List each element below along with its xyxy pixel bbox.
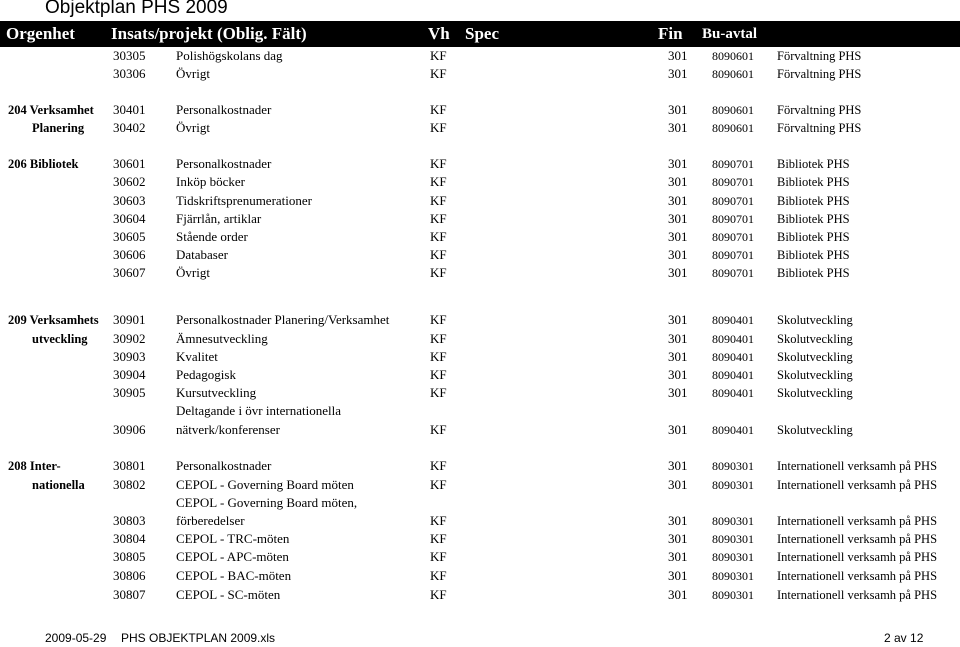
row-bu: Internationell verksamh på PHS [777, 478, 938, 492]
row-orgenhet: 209 Verksamhets [8, 313, 99, 327]
row-code: 30905 [113, 385, 146, 400]
row-bu: Förvaltning PHS [777, 49, 862, 63]
row-name: Deltagande i övr internationella [176, 403, 341, 418]
row-bu: Bibliotek PHS [777, 157, 850, 171]
row-fin: 301 [668, 422, 688, 437]
row-acc: 8090301 [712, 459, 754, 473]
row-bu: Skolutveckling [777, 423, 853, 437]
row-acc: 8090401 [712, 332, 754, 346]
row-fin: 301 [668, 48, 688, 63]
row-code: 30805 [113, 549, 146, 564]
row-kf: KF [430, 513, 447, 528]
row-kf: KF [430, 193, 447, 208]
row-bu: Bibliotek PHS [777, 175, 850, 189]
row-code: 30603 [113, 193, 146, 208]
row-bu: Skolutveckling [777, 368, 853, 382]
row-name: Pedagogisk [176, 367, 236, 382]
row-acc: 8090301 [712, 514, 754, 528]
row-name: Databaser [176, 247, 228, 262]
row-name: Inköp böcker [176, 174, 245, 189]
header-insats-projekt: Insats/projekt (Oblig. Fält) [111, 24, 307, 43]
row-bu: Bibliotek PHS [777, 248, 850, 262]
row-fin: 301 [668, 229, 688, 244]
row-name: Personalkostnader [176, 102, 272, 117]
row-kf: KF [430, 265, 447, 280]
row-name: CEPOL - SC-möten [176, 587, 281, 602]
row-name: CEPOL - TRC-möten [176, 531, 290, 546]
row-kf: KF [430, 531, 447, 546]
row-fin: 301 [668, 66, 688, 81]
row-acc: 8090701 [712, 266, 754, 280]
row-kf: KF [430, 349, 447, 364]
row-fin: 301 [668, 156, 688, 171]
header-fin: Fin [658, 24, 683, 43]
row-name: Polishögskolans dag [176, 48, 283, 63]
row-kf: KF [430, 66, 447, 81]
row-name: Fjärrlån, artiklar [176, 211, 262, 226]
row-kf: KF [430, 247, 447, 262]
row-fin: 301 [668, 102, 688, 117]
header-bu-avtal: Bu-avtal [702, 26, 758, 42]
row-bu: Skolutveckling [777, 386, 853, 400]
row-bu: Internationell verksamh på PHS [777, 459, 938, 473]
row-bu: Skolutveckling [777, 332, 853, 346]
row-code: 30402 [113, 120, 146, 135]
row-fin: 301 [668, 367, 688, 382]
row-name: Personalkostnader [176, 458, 272, 473]
row-code: 30305 [113, 48, 146, 63]
row-orgenhet: 204 Verksamhet [8, 103, 94, 117]
header-spec: Spec [465, 24, 499, 43]
row-acc: 8090701 [712, 212, 754, 226]
row-name: Stående order [176, 229, 248, 244]
row-acc: 8090701 [712, 194, 754, 208]
row-name: Övrigt [176, 265, 210, 280]
row-kf: KF [430, 458, 447, 473]
row-bu: Bibliotek PHS [777, 230, 850, 244]
row-code: 30902 [113, 331, 146, 346]
row-kf: KF [430, 174, 447, 189]
row-acc: 8090301 [712, 478, 754, 492]
row-code: 30801 [113, 458, 146, 473]
row-bu: Förvaltning PHS [777, 103, 862, 117]
row-fin: 301 [668, 174, 688, 189]
row-acc: 8090301 [712, 532, 754, 546]
row-fin: 301 [668, 120, 688, 135]
row-acc: 8090301 [712, 550, 754, 564]
row-code: 30802 [113, 477, 146, 492]
row-acc: 8090401 [712, 350, 754, 364]
row-kf: KF [430, 156, 447, 171]
row-name: CEPOL - Governing Board möten, [176, 495, 358, 510]
row-kf: KF [430, 587, 447, 602]
row-acc: 8090701 [712, 248, 754, 262]
row-kf: KF [430, 48, 447, 63]
footer-filename: PHS OBJEKTPLAN 2009.xls [121, 631, 276, 645]
row-code: 30806 [113, 568, 146, 583]
row-orgenhet: 208 Inter- [8, 459, 61, 473]
row-bu: Internationell verksamh på PHS [777, 569, 938, 583]
row-code: 30401 [113, 102, 146, 117]
row-name: CEPOL - APC-möten [176, 549, 289, 564]
row-name: CEPOL - BAC-möten [176, 568, 292, 583]
row-bu: Internationell verksamh på PHS [777, 550, 938, 564]
page-title: Objektplan PHS 2009 [45, 0, 228, 18]
row-orgenhet: utveckling [32, 332, 88, 346]
row-fin: 301 [668, 385, 688, 400]
row-kf: KF [430, 568, 447, 583]
row-fin: 301 [668, 531, 688, 546]
row-code: 30807 [113, 587, 146, 602]
row-bu: Skolutveckling [777, 350, 853, 364]
row-fin: 301 [668, 568, 688, 583]
row-acc: 8090401 [712, 423, 754, 437]
row-name: förberedelser [176, 513, 245, 528]
row-acc: 8090701 [712, 230, 754, 244]
row-acc: 8090601 [712, 49, 754, 63]
row-orgenhet: Planering [32, 121, 85, 135]
row-code: 30306 [113, 66, 146, 81]
row-fin: 301 [668, 265, 688, 280]
row-acc: 8090301 [712, 588, 754, 602]
row-fin: 301 [668, 349, 688, 364]
row-code: 30605 [113, 229, 146, 244]
row-acc: 8090401 [712, 368, 754, 382]
row-code: 30901 [113, 312, 146, 327]
footer-page-number: 2 av 12 [884, 631, 924, 645]
row-kf: KF [430, 422, 447, 437]
row-bu: Internationell verksamh på PHS [777, 514, 938, 528]
header-orgenhet: Orgenhet [6, 24, 75, 43]
row-orgenhet: 206 Bibliotek [8, 157, 79, 171]
row-kf: KF [430, 211, 447, 226]
footer-date: 2009-05-29 [45, 631, 107, 645]
column-header-bar [0, 21, 960, 47]
row-kf: KF [430, 331, 447, 346]
row-bu: Bibliotek PHS [777, 212, 850, 226]
row-code: 30804 [113, 531, 146, 546]
row-bu: Förvaltning PHS [777, 121, 862, 135]
row-fin: 301 [668, 513, 688, 528]
row-kf: KF [430, 367, 447, 382]
row-acc: 8090701 [712, 157, 754, 171]
row-kf: KF [430, 549, 447, 564]
row-fin: 301 [668, 331, 688, 346]
row-acc: 8090601 [712, 121, 754, 135]
row-fin: 301 [668, 247, 688, 262]
row-kf: KF [430, 229, 447, 244]
row-bu: Internationell verksamh på PHS [777, 532, 938, 546]
row-kf: KF [430, 477, 447, 492]
row-fin: 301 [668, 587, 688, 602]
row-acc: 8090601 [712, 67, 754, 81]
row-bu: Förvaltning PHS [777, 67, 862, 81]
row-name: Kursutveckling [176, 385, 257, 400]
row-code: 30604 [113, 211, 146, 226]
row-bu: Internationell verksamh på PHS [777, 588, 938, 602]
row-code: 30903 [113, 349, 146, 364]
row-name: Tidskriftsprenumerationer [176, 193, 312, 208]
row-name: Kvalitet [176, 349, 218, 364]
row-fin: 301 [668, 211, 688, 226]
row-name: Personalkostnader Planering/Verksamhet [176, 312, 390, 327]
row-code: 30607 [113, 265, 146, 280]
row-bu: Bibliotek PHS [777, 266, 850, 280]
row-acc: 8090401 [712, 386, 754, 400]
row-acc: 8090301 [712, 569, 754, 583]
row-kf: KF [430, 102, 447, 117]
row-name: Övrigt [176, 120, 210, 135]
row-orgenhet: nationella [32, 478, 85, 492]
row-name: Övrigt [176, 66, 210, 81]
row-kf: KF [430, 385, 447, 400]
row-acc: 8090401 [712, 313, 754, 327]
row-name: CEPOL - Governing Board möten [176, 477, 354, 492]
row-fin: 301 [668, 312, 688, 327]
row-code: 30803 [113, 513, 146, 528]
row-bu: Bibliotek PHS [777, 194, 850, 208]
row-kf: KF [430, 120, 447, 135]
row-acc: 8090601 [712, 103, 754, 117]
row-fin: 301 [668, 549, 688, 564]
row-fin: 301 [668, 193, 688, 208]
header-vh: Vh [428, 24, 450, 43]
row-name: Personalkostnader [176, 156, 272, 171]
row-code: 30602 [113, 174, 146, 189]
row-code: 30906 [113, 422, 146, 437]
row-code: 30904 [113, 367, 146, 382]
row-fin: 301 [668, 458, 688, 473]
row-fin: 301 [668, 477, 688, 492]
row-kf: KF [430, 312, 447, 327]
row-acc: 8090701 [712, 175, 754, 189]
row-name: Ämnesutveckling [176, 331, 268, 346]
row-code: 30606 [113, 247, 146, 262]
row-name: nätverk/konferenser [176, 422, 280, 437]
row-code: 30601 [113, 156, 146, 171]
row-bu: Skolutveckling [777, 313, 853, 327]
